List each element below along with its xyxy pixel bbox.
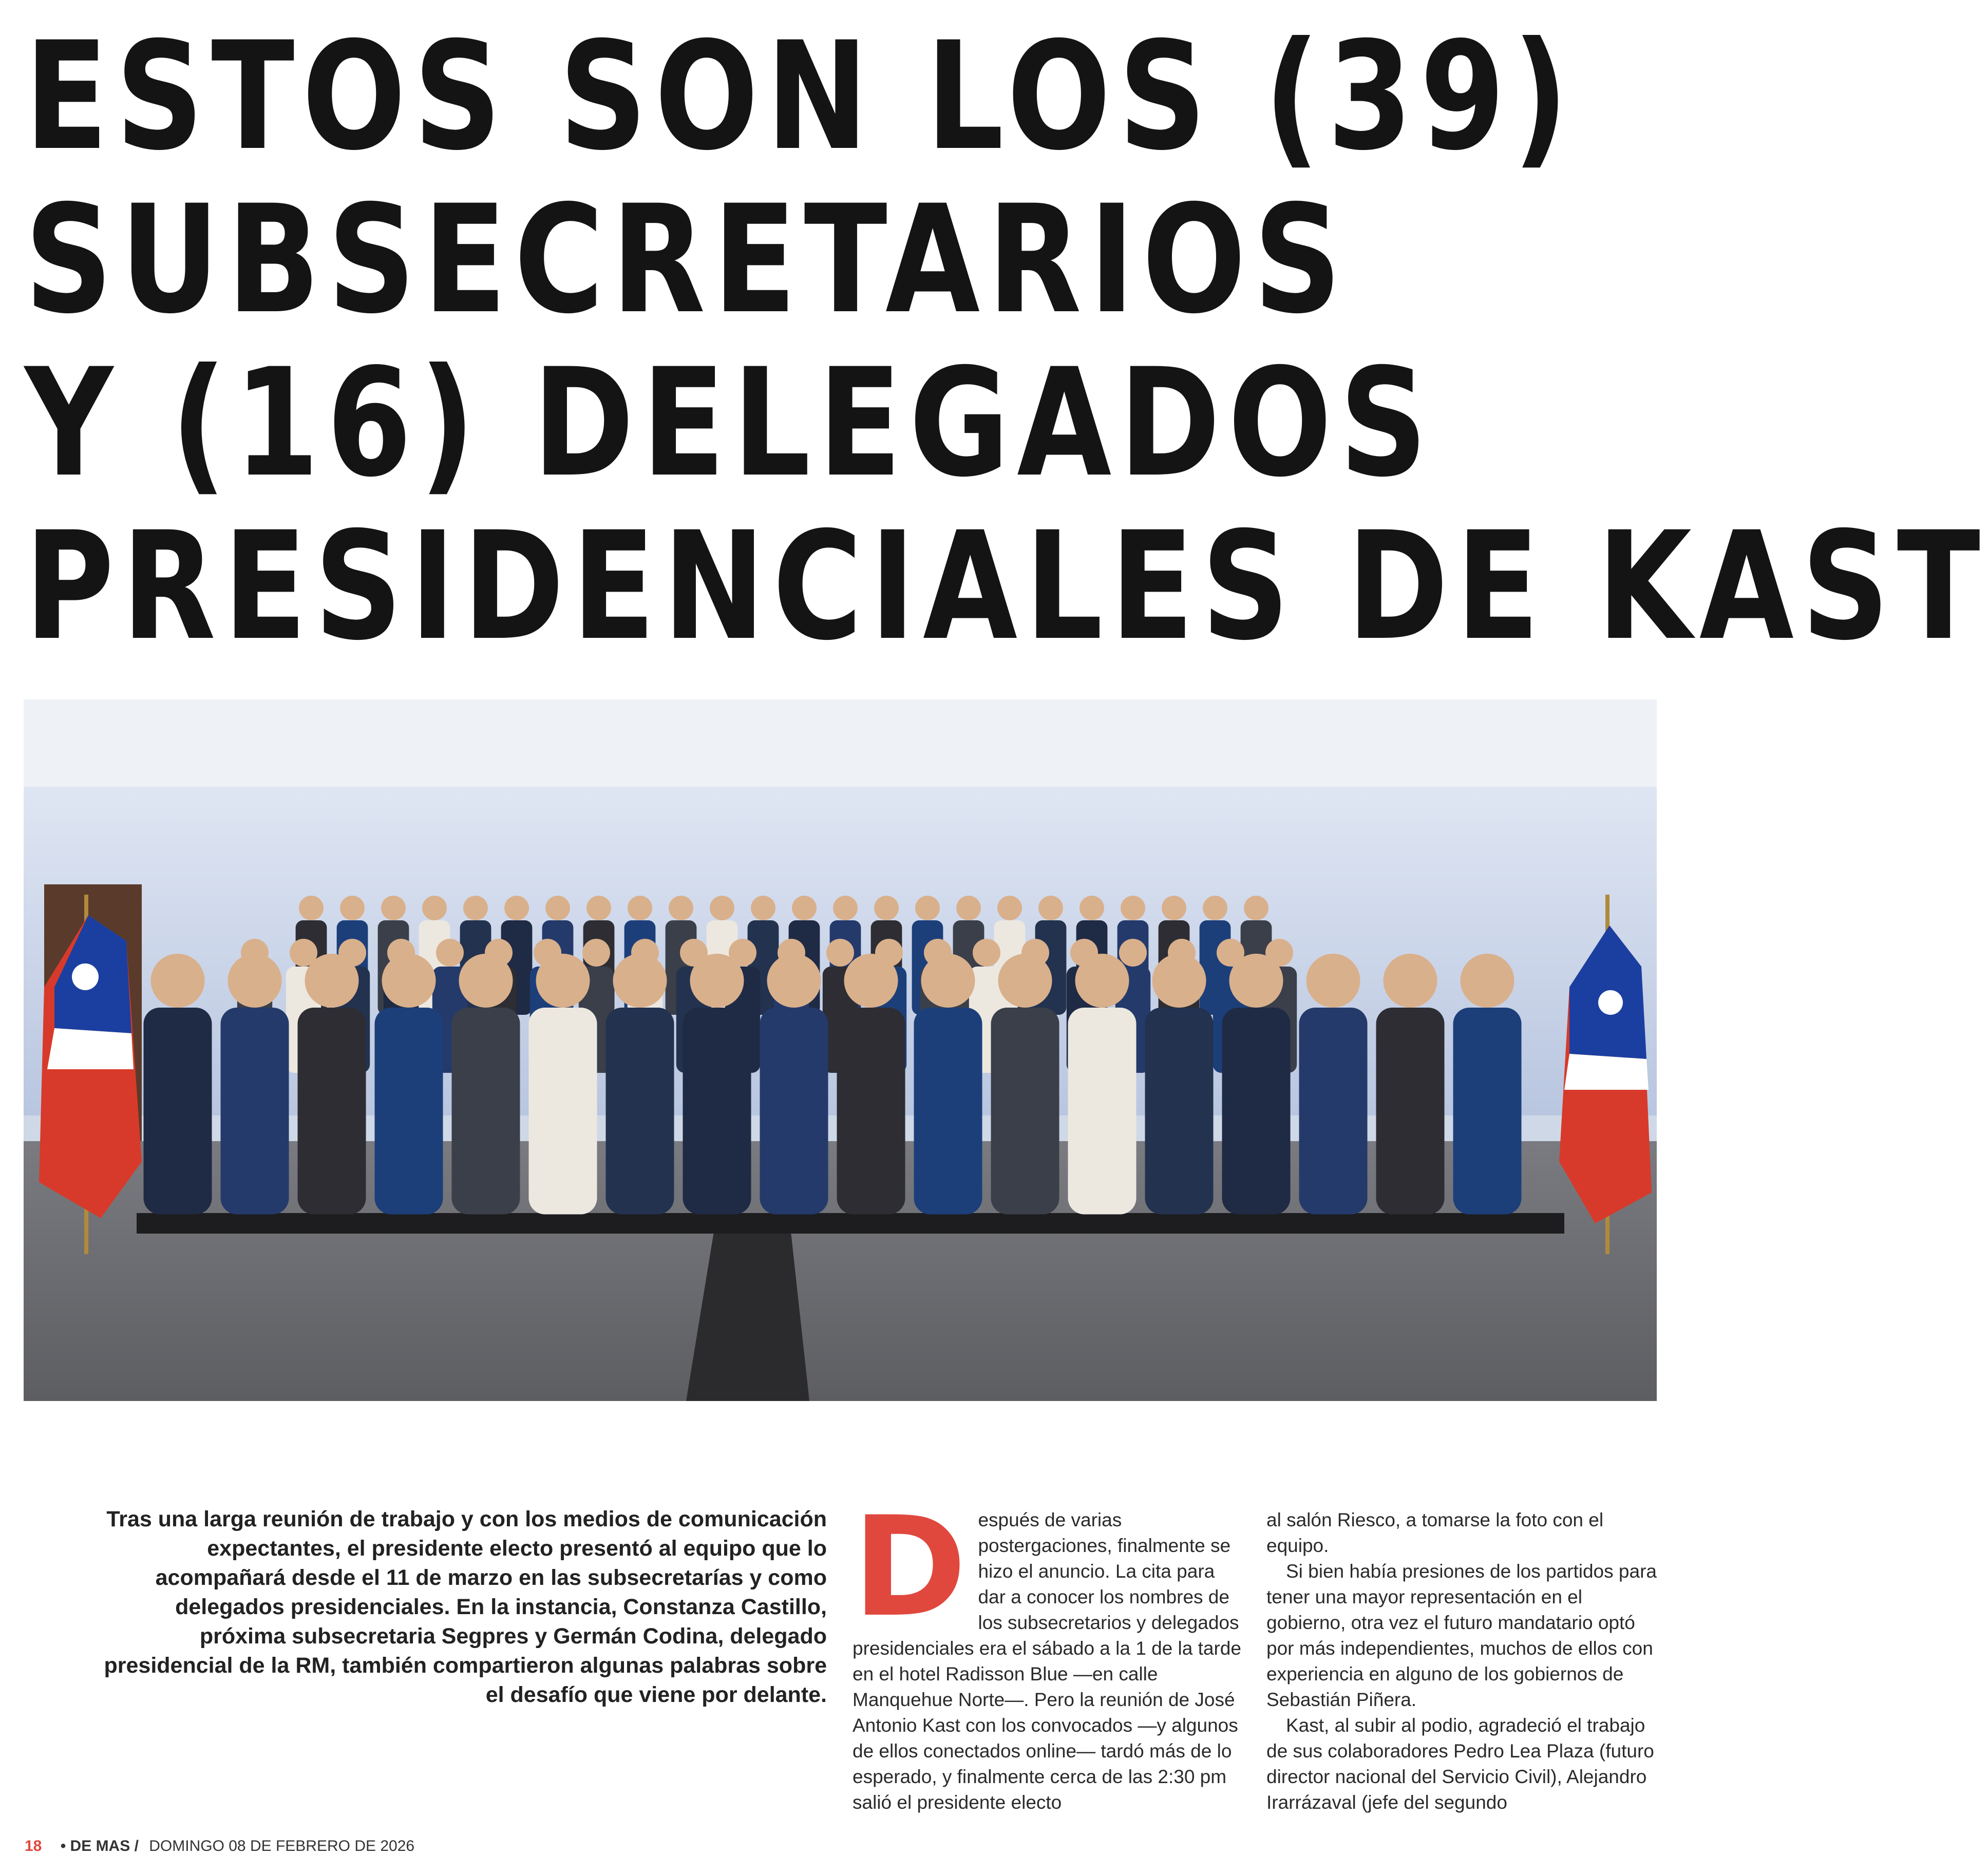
page-number: 18 [25,1838,42,1854]
person [221,954,289,1215]
person [760,954,828,1215]
person [452,954,520,1215]
person [1068,954,1137,1215]
headline-line-4: PRESIDENCIALES DE KAST [25,500,1988,673]
lead-paragraph: Tras una larga reunión de trabajo y con los medios de comunicación expectantes, el presidente electo presentó al equipo que lo acompañará desde el 11 de marzo en las subsecretarías y como delegados presidenciales. En la instancia, Constanza Castillo, próxima subsecretaria Segpres y Germán Codina, delegado presidencial de la RM, también compartieron algunas palabras sobre el desafío que viene por delante. [104,1507,827,1707]
article-column-1 [853,1487,1243,1815]
person [1376,954,1445,1215]
headline [25,10,1988,673]
person [375,954,443,1215]
person [683,954,751,1215]
drop-cap: D [853,1487,967,1648]
article-paragraph-4: Kast, al subir al podio, agradeció el trabajo de sus colaboradores Pedro Lea Plaza (futuro director nacional del Servicio Civil), Alejandro Irarrázaval (jefe del segundo [1266,1715,1654,1813]
ceiling [24,699,1657,787]
article-paragraph-2: al salón Riesco, a tomarse la foto con el equipo. [1266,1509,1604,1556]
person [1222,954,1291,1215]
person [837,954,905,1215]
headline-line-1: ESTOS SON LOS (39) [25,10,1576,183]
person [1299,954,1368,1215]
person [991,954,1059,1215]
page-footer [25,1838,414,1855]
article-column-2 [1266,1507,1657,1815]
person [529,954,597,1215]
riser [137,1213,1564,1234]
person [144,954,212,1215]
person [914,954,982,1215]
person [1453,954,1522,1215]
headline-line-2: SUBSECRETARIOS [25,174,1349,347]
group-photo-illustration [24,699,1657,1401]
person [298,954,366,1215]
person [1145,954,1214,1215]
person [606,954,674,1215]
issue-date: DOMINGO 08 DE FEBRERO DE 2026 [149,1838,415,1854]
article-paragraph-1: espués de varias postergaciones, finalmente se hizo el anuncio. La cita para dar a conocer los nombres de los subsecretarios y delegados presidenciales era el sábado a la 1 de la tarde en el hotel Radisson Blue —en calle Manquehue Norte—. Pero la reunión de José Antonio Kast con los convocados —y algunos de ellos conectados online— tardó más de lo esperado, y finalmente cerca de las 2:30 pm salió el presidente electo [853,1509,1241,1813]
group-photo [24,699,1657,1401]
headline-line-3: Y (16) DELEGADOS [25,337,1435,510]
publication-name: • DE MAS / [60,1838,139,1854]
article-paragraph-3: Si bien había presiones de los partidos para tener una mayor representación en el gobierno, otra vez el futuro mandatario optó por más independientes, muchos de ellos con experiencia en alguno de los gobiernos de Sebastián Piñera. [1266,1561,1657,1710]
